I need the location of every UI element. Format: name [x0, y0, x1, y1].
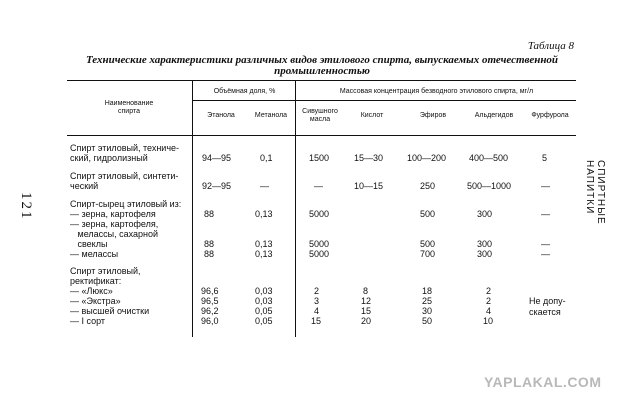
cell-acids: 12	[361, 296, 372, 306]
cell-methanol: 0,05	[255, 306, 273, 316]
cell-esters: 500	[420, 239, 436, 249]
row-name: Спирт-сырец этиловый из: — зерна, картофеля — зерна, картофеля, мелассы, сахарной свеклы — мелассы	[70, 199, 182, 259]
cell-esters: 100—200	[407, 153, 447, 163]
cell-furfural-note	[529, 296, 566, 318]
cell-aldehydes: 300	[477, 209, 493, 219]
cell-fusel: 4	[314, 306, 320, 316]
cell-ethanol: 94—95	[202, 153, 232, 163]
column-divider	[192, 80, 193, 337]
title-line: промышленностью	[274, 65, 370, 77]
cell-fusel: 15	[311, 316, 322, 326]
header-aldehydes: Альдегидов	[474, 112, 514, 119]
cell-ethanol: 96,6	[201, 286, 219, 296]
cell-esters: 50	[422, 316, 433, 326]
cell-ethanol: 88	[204, 239, 215, 249]
cell-acids: 20	[361, 316, 372, 326]
cell-aldehydes: 2	[486, 286, 492, 296]
cell-methanol: —	[260, 181, 269, 191]
row-name: Спирт этиловый, синтети- ческий	[70, 171, 179, 191]
cell-aldehydes: 500—1000	[467, 181, 512, 191]
table-title	[68, 55, 576, 77]
cell-furfural: 5	[542, 153, 548, 163]
header-esters: Эфиров	[419, 112, 447, 119]
cell-methanol: 0,05	[255, 316, 273, 326]
cell-fusel: 3	[314, 296, 320, 306]
cell-aldehydes: 4	[486, 306, 492, 316]
header-name-line: спирта	[118, 108, 140, 115]
header-fusel-line: масла	[309, 116, 331, 123]
cell-methanol: 0,13	[255, 249, 273, 259]
cell-fusel: 5000	[309, 249, 330, 259]
cell-furfural: —	[541, 239, 550, 249]
cell-fusel: 5000	[309, 209, 330, 219]
header-furfural: Фурфурола	[531, 112, 569, 119]
side-running-title: СПИРТНЫЕ НАПИТКИ	[584, 160, 606, 225]
cell-esters: 25	[422, 296, 433, 306]
header-name-line: Наименование	[104, 100, 154, 107]
cell-acids: 10—15	[354, 181, 384, 191]
header-mass-conc: Массовая концентрация безводного этилового спирта, мг/л	[339, 88, 534, 95]
header-fusel-line: Сивушного	[302, 108, 338, 115]
cell-ethanol: 96,5	[201, 296, 219, 306]
cell-fusel: 1500	[309, 153, 330, 163]
cell-fusel: —	[314, 181, 323, 191]
cell-ethanol: 88	[204, 249, 215, 259]
page-number: 121	[18, 192, 34, 221]
header-fusel	[295, 108, 345, 124]
header-name	[85, 100, 173, 116]
cell-methanol: 0,13	[255, 239, 273, 249]
site-watermark: YAPLAKAL.COM	[484, 374, 602, 390]
cell-methanol: 0,03	[255, 296, 273, 306]
furfural-note-line: скается	[529, 307, 561, 317]
cell-furfural: —	[541, 249, 550, 259]
cell-methanol: 0,03	[255, 286, 273, 296]
header-bottom-rule	[67, 135, 576, 136]
cell-fusel: 2	[314, 286, 320, 296]
cell-aldehydes: 2	[486, 296, 492, 306]
cell-methanol: 0,1	[260, 153, 273, 163]
cell-acids: 15	[361, 306, 372, 316]
row-name: Спирт этиловый, ректификат: — «Люкс» — «Экстра» — высшей очистки — I сорт	[70, 266, 150, 326]
cell-aldehydes: 300	[477, 249, 493, 259]
cell-fusel: 5000	[309, 239, 330, 249]
furfural-note-line: Не допу-	[529, 296, 566, 306]
cell-furfural: —	[541, 209, 550, 219]
table-number: Таблица 8	[527, 40, 574, 52]
cell-esters: 700	[420, 249, 436, 259]
cell-esters: 250	[420, 181, 436, 191]
cell-furfural: —	[541, 181, 550, 191]
cell-ethanol: 96,0	[201, 316, 219, 326]
cell-acids: 8	[363, 286, 369, 296]
header-acids: Кислот	[360, 112, 384, 119]
table-top-rule	[67, 80, 576, 81]
cell-aldehydes: 400—500	[469, 153, 509, 163]
cell-esters: 500	[420, 209, 436, 219]
cell-methanol: 0,13	[255, 209, 273, 219]
cell-ethanol: 96,2	[201, 306, 219, 316]
header-ethanol: Этанола	[207, 112, 235, 119]
cell-aldehydes: 10	[483, 316, 494, 326]
title-line: Технические характеристики различных видов этилового спирта, выпускаемых отечественной	[85, 54, 559, 66]
cell-acids: 15—30	[354, 153, 384, 163]
cell-aldehydes: 300	[477, 239, 493, 249]
cell-ethanol: 92—95	[202, 181, 232, 191]
group-header-rule	[192, 100, 295, 101]
cell-ethanol: 88	[204, 209, 215, 219]
cell-esters: 18	[422, 286, 433, 296]
cell-esters: 30	[422, 306, 433, 316]
header-methanol: Метанола	[254, 112, 288, 119]
row-name: Спирт этиловый, техниче- ский, гидролизный	[70, 143, 180, 163]
header-vol-share: Объёмная доля, %	[213, 88, 276, 95]
